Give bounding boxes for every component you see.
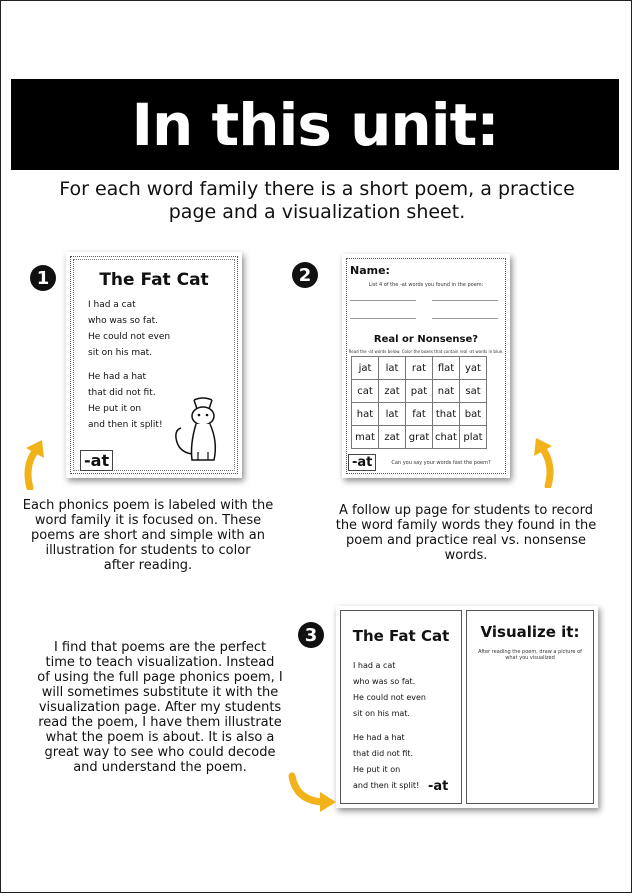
word-cell: hat — [352, 403, 379, 426]
answer-line — [432, 318, 498, 319]
word-cell: pat — [406, 380, 433, 403]
caption-line: great way to see who could decode — [44, 745, 276, 760]
unit-banner — [11, 79, 619, 170]
curved-arrow-icon — [520, 430, 562, 488]
caption-line: read the poem, I have them illustrate — [38, 715, 282, 730]
curved-arrow-icon — [16, 432, 58, 490]
word-cell: sat — [460, 380, 487, 403]
caption-line: poem and practice real vs. nonsense — [346, 533, 586, 548]
step-2-badge — [292, 262, 318, 288]
caption-line: word family it is focused on. These — [34, 513, 262, 528]
word-family-tag: -at — [348, 454, 376, 471]
word-cell: chat — [433, 426, 460, 449]
banner-title: In this unit: — [131, 90, 499, 159]
poem-line: He had a hat — [88, 372, 147, 382]
practice-page-thumbnail — [342, 254, 510, 478]
section-title: Real or Nonsense? — [373, 334, 479, 345]
caption-line: I find that poems are the perfect — [53, 640, 267, 655]
word-cell: yat — [460, 357, 487, 380]
word-cell: plat — [460, 426, 487, 449]
word-cell: zat — [379, 380, 406, 403]
poem-line: and then it split! — [88, 420, 163, 430]
word-cell: jat — [352, 357, 379, 380]
poem-line: I had a cat — [88, 300, 136, 310]
caption-line: after reading. — [103, 558, 193, 573]
visualize-instruction — [471, 649, 589, 661]
word-cell: rat — [406, 357, 433, 380]
caption-line: time to teach visualization. Instead — [45, 655, 275, 670]
poem-title: The Fat Cat — [352, 627, 450, 645]
word-cell: zat — [379, 426, 406, 449]
section-instruction: Read the -at words below. Color the boxes that contain real -at words in blue. — [348, 349, 504, 354]
word-family-tag: -at — [80, 450, 113, 471]
caption-line: will sometimes substitute it with the — [41, 685, 279, 700]
intro-line-2: page and a visualization sheet. — [168, 201, 466, 223]
cat-illustration-icon — [172, 394, 230, 468]
caption-line: and understand the poem. — [73, 760, 247, 775]
name-label: Name: — [350, 264, 390, 277]
word-cell: nat — [433, 380, 460, 403]
caption-line: A follow up page for students to record — [338, 503, 594, 518]
caption-line: the word family words they found in the — [335, 518, 597, 533]
poem-title: The Fat Cat — [99, 270, 209, 290]
poem-line: He put it on — [353, 765, 401, 774]
poem-line: that did not fit. — [88, 388, 156, 398]
poem-line: that did not fit. — [353, 749, 414, 758]
visualization-page-thumbnail — [336, 606, 598, 808]
answer-line — [432, 300, 498, 301]
list-instruction: List 4 of the -at words you found in the poem: — [368, 282, 484, 288]
poem-lines — [88, 300, 170, 436]
word-family-tag: -at — [425, 779, 451, 794]
poem-line: He put it on — [88, 404, 142, 414]
visualize-title: Visualize it: — [480, 623, 580, 641]
curved-arrow-icon — [286, 770, 346, 814]
answer-line — [350, 318, 416, 319]
poem-half — [340, 610, 462, 804]
caption-line: of using the full page phonics poem, I — [37, 670, 283, 685]
word-cell: cat — [352, 380, 379, 403]
step-2-caption — [316, 503, 616, 563]
poem-line: He had a hat — [353, 733, 405, 742]
step-3-number: 3 — [304, 624, 318, 646]
word-cell: that — [433, 403, 460, 426]
caption-line: Each phonics poem is labeled with the — [22, 498, 274, 513]
word-cell: fat — [406, 403, 433, 426]
poem-line: who was so fat. — [353, 677, 416, 686]
step-2-number: 2 — [298, 264, 312, 286]
step-1-number: 1 — [36, 267, 50, 289]
visualize-half — [466, 610, 594, 804]
caption-line: visualization page. After my students — [38, 700, 282, 715]
step-1-caption — [10, 498, 286, 573]
word-cell: lat — [379, 357, 406, 380]
poem-line: He could not even — [353, 693, 426, 702]
step-1-badge — [30, 265, 56, 291]
word-grid — [351, 356, 487, 449]
footer-question: Can you say your words fast the poem? — [391, 460, 491, 466]
caption-line: illustration for students to color — [45, 543, 251, 558]
poem-line: I had a cat — [353, 661, 396, 670]
poem-lines — [353, 661, 426, 797]
instruction-line: After reading the poem, draw a picture of — [478, 649, 582, 655]
word-cell: grat — [406, 426, 433, 449]
word-cell: bat — [460, 403, 487, 426]
poem-line: He could not even — [88, 332, 171, 342]
poem-page-thumbnail — [66, 252, 242, 478]
step-3-caption — [22, 640, 298, 775]
word-cell: mat — [352, 426, 379, 449]
word-cell: flat — [433, 357, 460, 380]
caption-line: poems are short and simple with an — [30, 528, 266, 543]
poem-line: sit on his mat. — [88, 348, 153, 358]
poem-line: sit on his mat. — [353, 709, 410, 718]
instruction-line: what you visualized — [505, 655, 555, 661]
word-cell: lat — [379, 403, 406, 426]
caption-line: words. — [444, 548, 488, 563]
intro-text — [20, 178, 614, 224]
intro-line-1: For each word family there is a short poem, a practice — [59, 178, 575, 200]
answer-line — [350, 300, 416, 301]
poem-line: who was so fat. — [88, 316, 158, 326]
poem-line: and then it split! — [353, 781, 420, 790]
caption-line: what the poem is about. It is also a — [45, 730, 275, 745]
step-3-badge — [298, 622, 324, 648]
